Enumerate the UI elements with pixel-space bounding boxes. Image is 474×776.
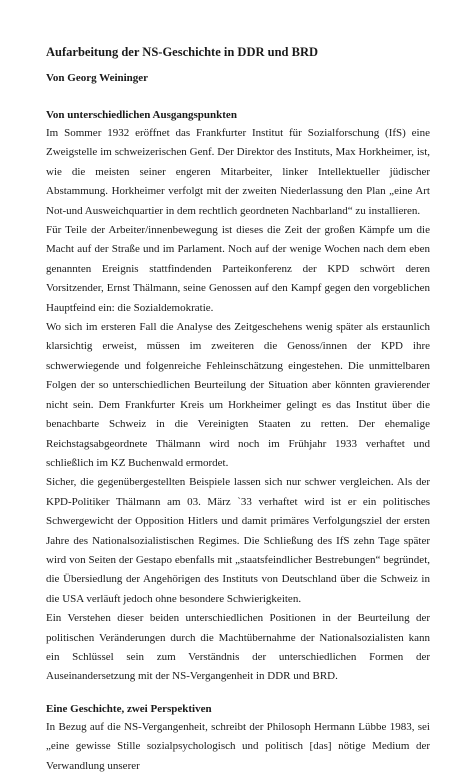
paragraph: Für Teile der Arbeiter/innenbewegung ist dieses die Zeit der großen Kämpfe um die Macht auf der Straße und im Parlament. Noch auf der wenige Wochen nach dem eben genannten Ereignis stattfindenden Parteikonferenz der KPD schwört deren Vorsitzender, Ernst Thälmann, seine Genossen auf den Kampf gegen den vorgeblichen Hauptfeind ein: die Sozialdemokratie. bbox=[46, 224, 430, 314]
document-author: Von Georg Weininger bbox=[46, 72, 149, 84]
section-spacer bbox=[46, 687, 430, 701]
section-heading: Eine Geschichte, zwei Perspektiven bbox=[46, 702, 212, 715]
document-title: Aufarbeitung der NS-Geschichte in DDR und BRD bbox=[46, 45, 319, 59]
paragraph: Im Sommer 1932 eröffnet das Frankfurter Institut für Sozialforschung (IfS) eine Zweigstelle im schweizerischen Genf. Der Direktor des Instituts, Max Horkheimer, ist, wie die meisten seiner engeren Mitarbeiter, linker Intellektueller jüdischer Abstammung. Horkheimer verfolgt mit der zweiten Niederlassung den Plan „eine Art Not-und Ausweichquartier in dem rechtlich geordneten Nachbarland“ zu installieren. bbox=[46, 127, 430, 217]
paragraph: In Bezug auf die NS-Vergangenheit, schreibt der Philosoph Hermann Lübbe 1983, sei „eine gewisse Stille sozialpsychologisch und politisch [das] nötige Medium der Verwandlung unserer bbox=[46, 720, 430, 772]
section-heading: Von unterschiedlichen Ausgangspunkten bbox=[46, 109, 237, 121]
section-ausgangspunkte bbox=[46, 107, 430, 687]
paragraph: Sicher, die gegenübergestellten Beispiele lassen sich nur schwer vergleichen. Als der KPD-Politiker Thälmann am 03. März `33 verhaftet wird ist er ein politisches Schwergewicht der Opposition Hitlers und damit primäres Verfolgungsziel der ersten Jahre des Nationalsozialistischen Regimes. Die Schließung des IfS zehn Tage später wird von Seiten der Gestapo ebenfalls mit „staatsfeindlicher Bestrebungen“ begründet, die Übersiedlung der Angehörigen des Instituts von Deutschland über die Schweiz in die USA verläuft jedoch ohne besondere Schwierigkeiten. bbox=[46, 476, 430, 605]
document-page bbox=[46, 44, 430, 776]
paragraph: Wo sich im ersteren Fall die Analyse des Zeitgeschehens wenig später als erstaunlich klarsichtig erweist, müssen im zweiteren die Genoss/innen der KPD ihre schwerwiegende und folgenreiche Fehleinschätzung eingestehen. Die unmittelbaren Folgen der so unterschiedlichen Beurteilung der Situation aber könnten gravierender nicht sein. Dem Frankfurter Kreis um Horkheimer gelingt es das Institut über die benachbarte Schweiz in die Vereinigten Staaten zu retten. Der ehemalige Reichstagsabgeordnete Thälmann wird noch im Frühjahr 1933 verhaftet und schließlich im KZ Buchenwald ermordet. bbox=[46, 321, 430, 469]
section-perspektiven bbox=[46, 701, 430, 776]
paragraph: Ein Verstehen dieser beiden unterschiedlichen Positionen in der Beurteilung der politischen Veränderungen durch die Machtübernahme der Nationalsozialisten kann ein Schlüssel sein zum Verständnis der unterschiedlichen Formen der Auseinandersetzung mit der NS-Vergangenheit in DDR und BRD. bbox=[46, 612, 430, 683]
